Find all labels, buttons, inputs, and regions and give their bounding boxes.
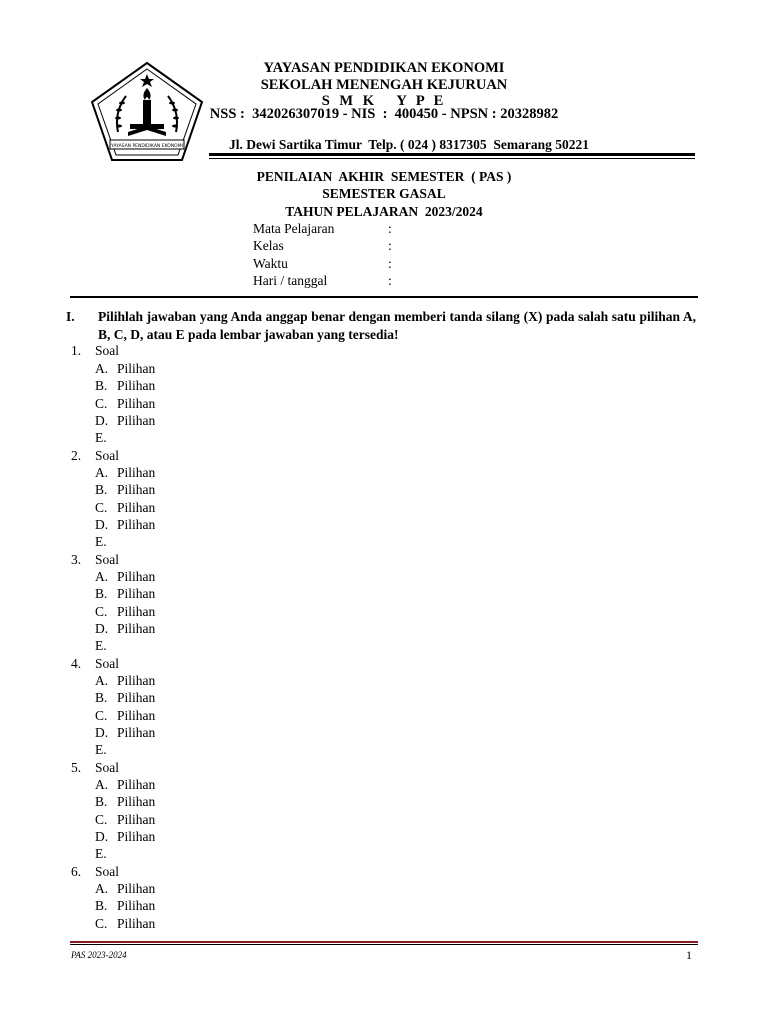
option-letter: B.	[95, 898, 108, 913]
option-letter: C.	[95, 500, 108, 515]
option-text: Pilihan	[117, 569, 156, 584]
option-letter: E.	[95, 638, 107, 653]
page-number: 1	[686, 948, 692, 962]
option-letter: E.	[95, 846, 107, 861]
option-letter: C.	[95, 396, 108, 411]
question-text: Soal	[95, 343, 120, 358]
exam-year: TAHUN PELAJARAN 2023/2024	[285, 204, 483, 219]
option-letter: A.	[95, 569, 109, 584]
option-letter: C.	[95, 916, 108, 931]
school-type: SEKOLAH MENENGAH KEJURUAN	[260, 77, 508, 93]
option-letter: D.	[95, 725, 109, 740]
option-text: Pilihan	[117, 396, 156, 411]
header-rule-thin	[209, 158, 695, 159]
option-text: Pilihan	[117, 708, 156, 723]
question-text: Soal	[95, 448, 120, 463]
footer-label: PAS 2023-2024	[71, 950, 127, 960]
footer-rule-black	[70, 944, 698, 945]
section-separator	[70, 296, 698, 298]
option-text: Pilihan	[117, 500, 156, 515]
option-letter: A.	[95, 465, 109, 480]
option-letter: B.	[95, 378, 108, 393]
option-text: Pilihan	[117, 604, 156, 619]
option-letter: E.	[95, 534, 107, 549]
option-letter: C.	[95, 604, 108, 619]
option-letter: B.	[95, 586, 108, 601]
option-text: Pilihan	[117, 794, 156, 809]
option-letter: C.	[95, 708, 108, 723]
school-ids: NSS : 342026307019 - NIS : 400450 - NPSN : 20328982	[209, 106, 559, 122]
question-text: Soal	[95, 864, 120, 879]
option-text: Pilihan	[117, 413, 156, 428]
option-letter: B.	[95, 794, 108, 809]
option-letter: A.	[95, 777, 109, 792]
option-text: Pilihan	[117, 812, 156, 827]
option-text: Pilihan	[117, 378, 156, 393]
option-text: Pilihan	[117, 916, 156, 931]
option-letter: C.	[95, 812, 108, 827]
info-colon: :	[388, 273, 392, 288]
question-number: 6.	[71, 864, 82, 879]
option-text: Pilihan	[117, 517, 156, 532]
exam-semester: SEMESTER GASAL	[322, 186, 446, 201]
info-colon: :	[388, 221, 392, 236]
option-text: Pilihan	[117, 586, 156, 601]
school-address: Jl. Dewi Sartika Timur Telp. ( 024 ) 8317305 Semarang 50221	[229, 137, 590, 152]
school-name: S M K Y P E	[321, 93, 447, 109]
option-text: Pilihan	[117, 690, 156, 705]
option-letter: B.	[95, 482, 108, 497]
option-text: Pilihan	[117, 673, 156, 688]
option-letter: A.	[95, 673, 109, 688]
foundation-name: YAYASAN PENDIDIKAN EKONOMI	[263, 60, 505, 76]
option-letter: E.	[95, 742, 107, 757]
exam-title: PENILAIAN AKHIR SEMESTER ( PAS )	[256, 169, 512, 184]
question-text: Soal	[95, 552, 120, 567]
question-number: 1.	[71, 343, 82, 358]
option-text: Pilihan	[117, 361, 156, 376]
option-text: Pilihan	[117, 621, 156, 636]
option-text: Pilihan	[117, 725, 156, 740]
question-number: 2.	[71, 448, 82, 463]
option-letter: B.	[95, 690, 108, 705]
info-colon: :	[388, 256, 392, 271]
option-text: Pilihan	[117, 777, 156, 792]
option-text: Pilihan	[117, 881, 156, 896]
info-colon: :	[388, 238, 392, 253]
option-letter: D.	[95, 413, 109, 428]
option-text: Pilihan	[117, 465, 156, 480]
info-label-date: Hari / tanggal	[253, 273, 328, 288]
option-letter: E.	[95, 430, 107, 445]
info-label-time: Waktu	[253, 256, 288, 271]
question-text: Soal	[95, 760, 120, 775]
question-number: 5.	[71, 760, 82, 775]
footer-rule-red	[70, 941, 698, 943]
option-letter: D.	[95, 829, 109, 844]
option-letter: D.	[95, 517, 109, 532]
option-text: Pilihan	[117, 829, 156, 844]
option-text: Pilihan	[117, 482, 156, 497]
header-rule-thick	[209, 153, 695, 156]
logo-ribbon-text: YAYASAN PENDIDIKAN EKONOMI	[111, 144, 183, 149]
question-text: Soal	[95, 656, 120, 671]
info-label-subject: Mata Pelajaran	[253, 221, 335, 236]
section-number: I.	[66, 309, 75, 324]
option-text: Pilihan	[117, 898, 156, 913]
option-letter: A.	[95, 361, 109, 376]
info-label-class: Kelas	[253, 238, 284, 253]
section-instruction: Pilihlah jawaban yang Anda anggap benar dengan memberi tanda silang (X) pada salah satu pilihan A, B, C, D, atau E pada lembar jawaban yang tersedia!	[98, 309, 696, 342]
option-letter: D.	[95, 621, 109, 636]
question-number: 3.	[71, 552, 82, 567]
option-letter: A.	[95, 881, 109, 896]
question-number: 4.	[71, 656, 82, 671]
